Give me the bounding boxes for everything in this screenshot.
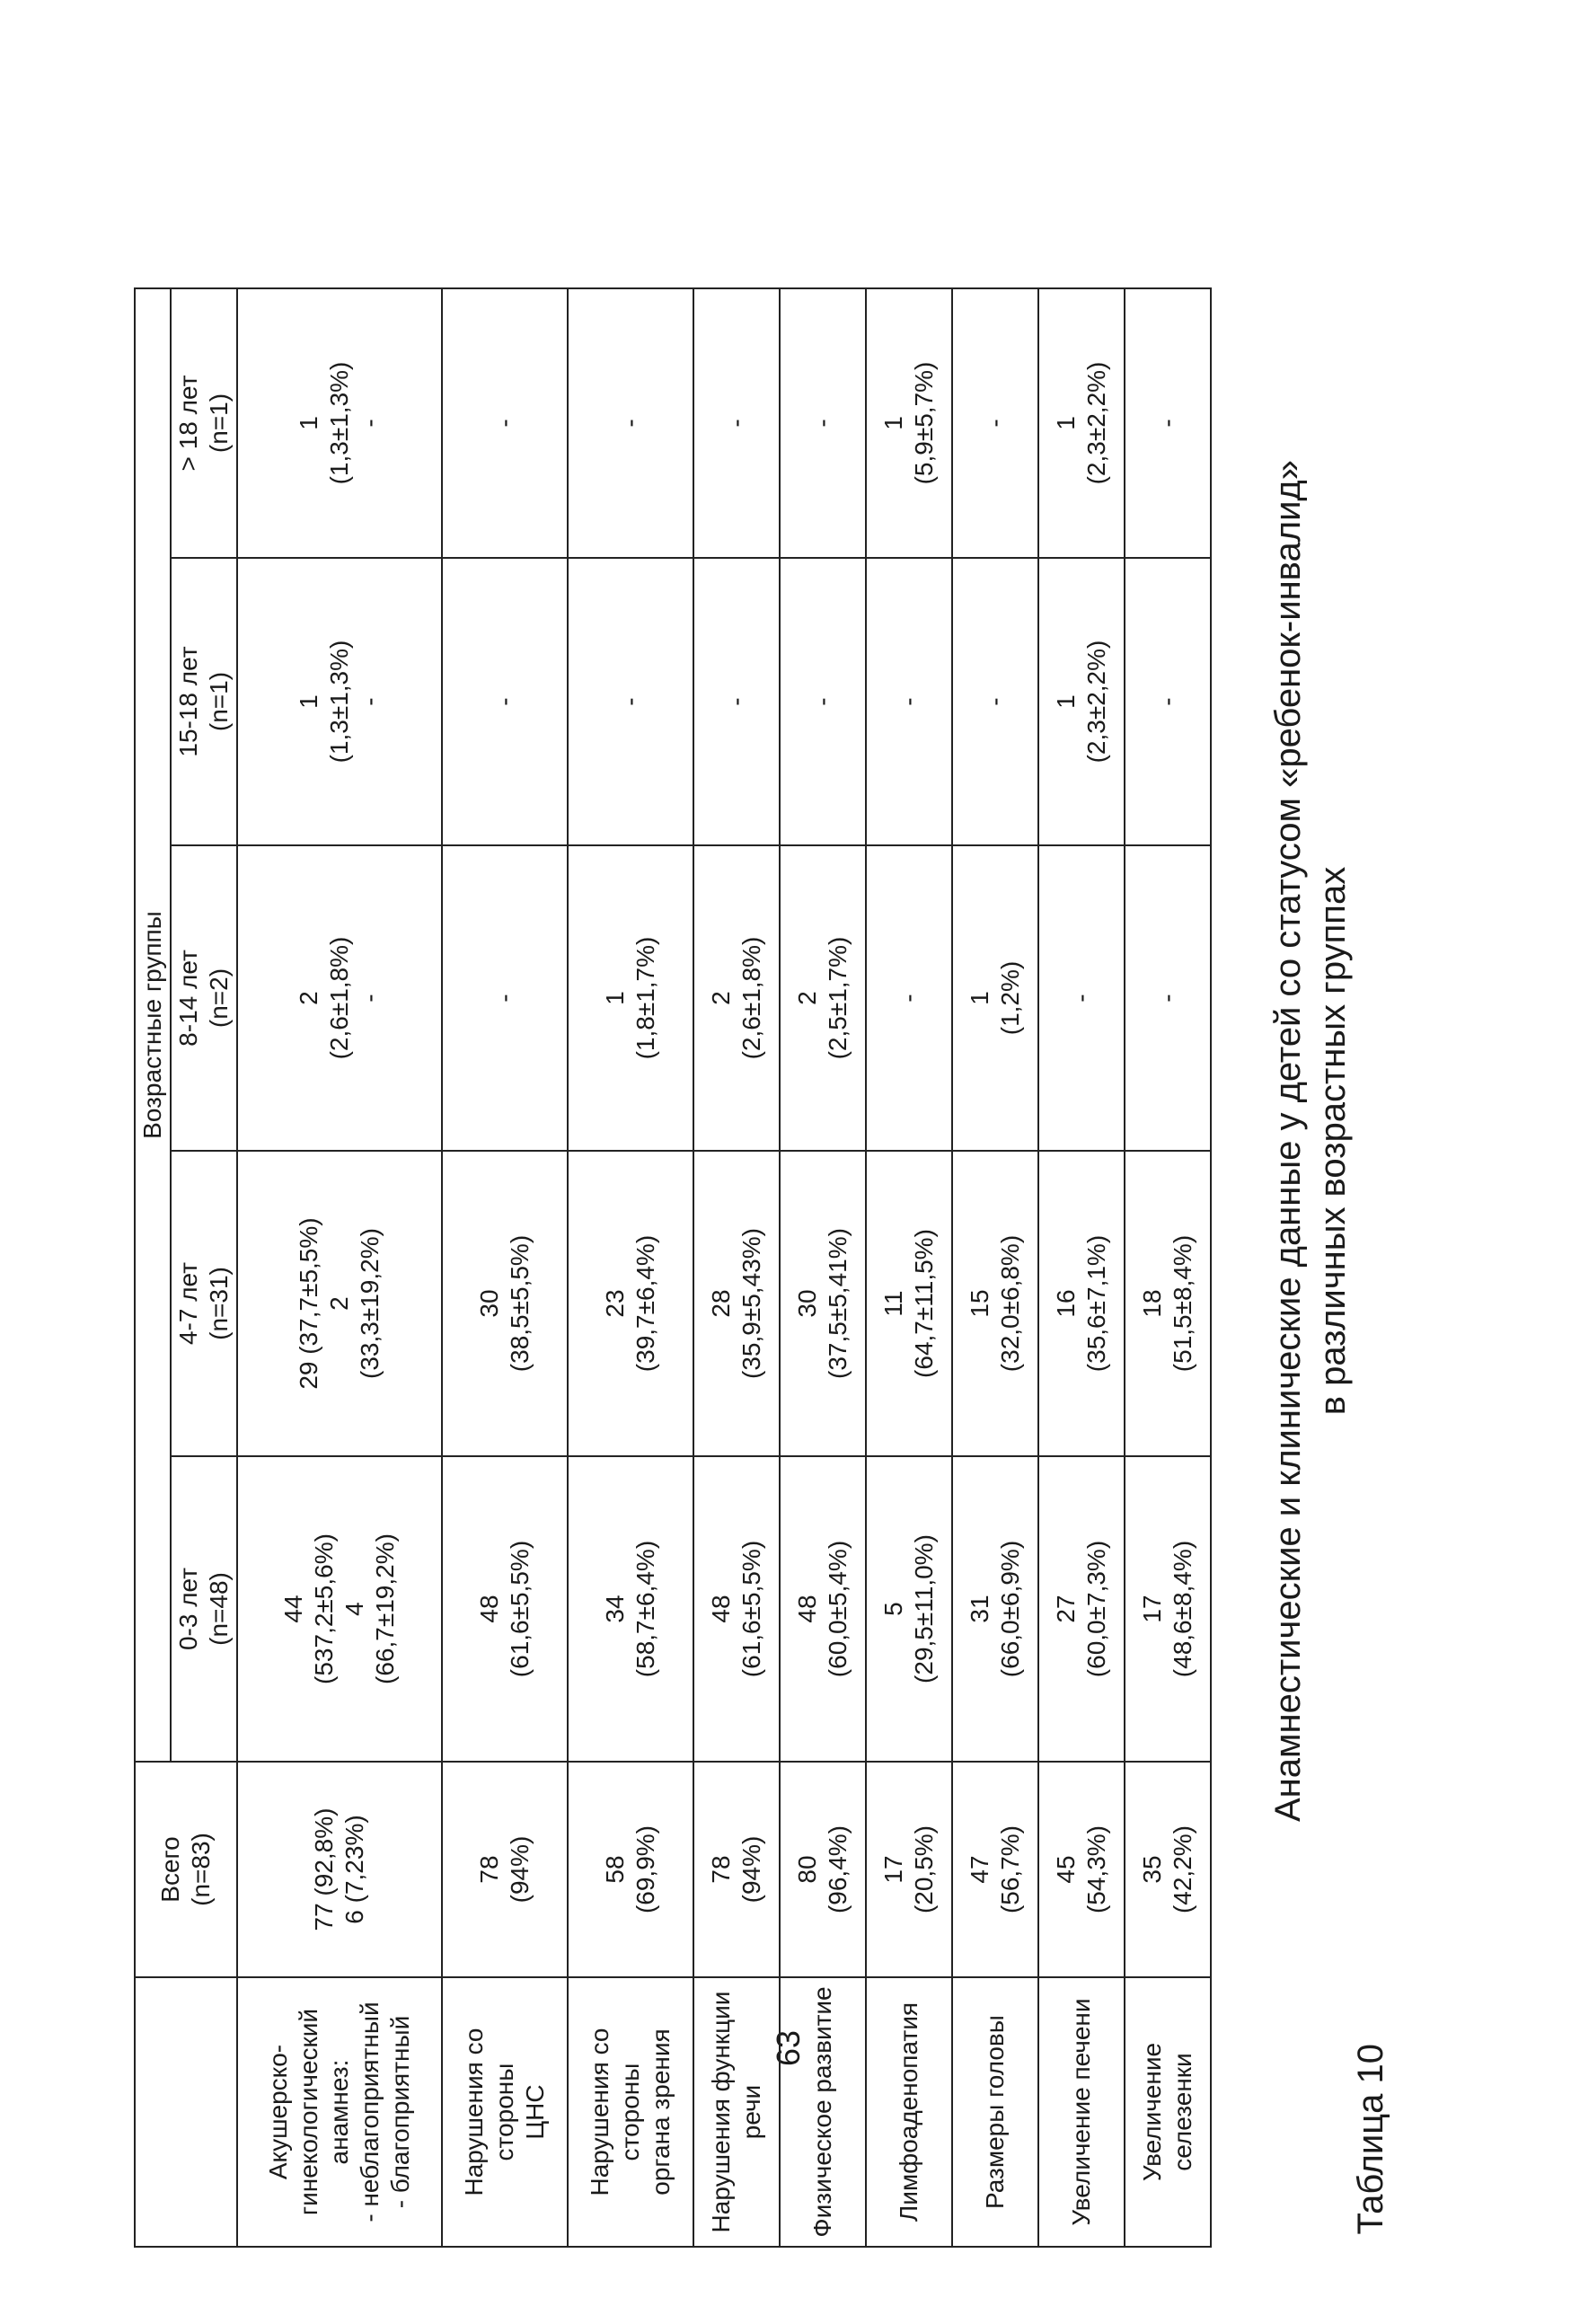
table-cell: [780, 558, 866, 845]
row-label-line: Физическое развитие: [808, 1986, 837, 2238]
cell-line: -: [808, 419, 837, 428]
cell-line: 15: [966, 1289, 994, 1318]
header-label: Всего: [156, 1836, 184, 1903]
cell-line: 1: [1051, 416, 1080, 430]
header-age-0-3: [171, 1456, 237, 1762]
cell-line: (2,6±1,8%): [325, 936, 354, 1060]
cell-line: 1: [295, 694, 323, 709]
cell-line: -: [895, 994, 923, 1003]
cell-line: 4: [340, 1602, 369, 1616]
table-cell: [237, 845, 442, 1151]
table-row: [866, 288, 952, 2247]
cell-line: 18: [1137, 1289, 1166, 1318]
cell-line: (29,5±11,0%): [910, 1534, 939, 1683]
table-cell: [237, 1762, 442, 1977]
table-cell: [442, 845, 568, 1151]
header-n: (n=2): [205, 968, 233, 1029]
row-label: [693, 1977, 780, 2247]
table-cell: [1038, 1456, 1125, 1762]
cell-line: 30: [793, 1289, 822, 1318]
cell-line: 5: [879, 1602, 908, 1616]
cell-line: 1: [1051, 694, 1080, 709]
table-cell: [237, 288, 442, 558]
cell-line: 30: [475, 1289, 504, 1318]
row-label-line: Увеличение печени: [1066, 1998, 1095, 2226]
row-label: [1125, 1977, 1211, 2247]
table-cell: [952, 1456, 1038, 1762]
table-title: [1266, 287, 1355, 1994]
table-cell: [568, 1762, 693, 1977]
cell-line: 11: [879, 1290, 908, 1317]
cell-line: (58,7±6,4%): [631, 1540, 660, 1678]
cell-line: (1,3±1,3%): [325, 640, 354, 764]
cell-line: 48: [475, 1595, 504, 1623]
cell-line: -: [616, 697, 645, 706]
table-cell: [780, 288, 866, 558]
table-cell: [442, 1762, 568, 1977]
cell-line: -: [356, 419, 384, 428]
cell-line: 28: [707, 1289, 736, 1318]
cell-line: -: [356, 994, 384, 1003]
table-row: [780, 288, 866, 2247]
table-cell: [1125, 845, 1211, 1151]
row-label-line: Нарушения со стороны: [460, 2028, 519, 2196]
cell-line: -: [1152, 697, 1181, 706]
table-cell: [693, 1762, 780, 1977]
row-label-line: - неблагоприятный: [356, 2001, 384, 2222]
cell-line: 17: [879, 1855, 908, 1884]
table-body: [237, 288, 1211, 2247]
table-cell: [1125, 1762, 1211, 1977]
cell-line: -: [490, 419, 519, 428]
table-row: [1038, 288, 1125, 2247]
table-cell: [237, 1456, 442, 1762]
cell-line: 29 (37,7±5,5%): [295, 1217, 323, 1390]
row-label: [1038, 1977, 1125, 2247]
table-cell: [693, 288, 780, 558]
cell-line: (94%): [506, 1835, 534, 1904]
table-cell: [568, 845, 693, 1151]
cell-line: -: [1152, 994, 1181, 1003]
table-cell: [780, 1151, 866, 1456]
cell-line: (537,2±5,6%): [310, 1533, 339, 1684]
header-total: [135, 1762, 237, 1977]
header-label: > 18 лет: [174, 375, 202, 472]
cell-line: (35,6±7,1%): [1081, 1234, 1110, 1373]
table-cell: [693, 558, 780, 845]
cell-line: -: [722, 697, 751, 706]
table-cell: [442, 558, 568, 845]
cell-line: 1: [601, 991, 630, 1005]
table-cell: [1038, 1151, 1125, 1456]
row-label-line: органа зрения: [647, 2028, 675, 2196]
cell-line: 48: [707, 1595, 736, 1623]
header-age-15-18: [171, 558, 237, 845]
cell-line: (2,6±1,8%): [737, 936, 766, 1060]
cell-line: 2: [707, 991, 736, 1005]
cell-line: 1: [879, 416, 908, 430]
cell-line: (42,2%): [1168, 1825, 1196, 1914]
cell-line: 16: [1051, 1289, 1080, 1318]
header-row-group: [135, 288, 171, 2247]
page-number: 63: [770, 2029, 807, 2067]
table-cell: [866, 288, 952, 558]
table-cell: [952, 845, 1038, 1151]
cell-line: 45: [1051, 1855, 1080, 1884]
cell-line: (39,7±6,4%): [631, 1234, 660, 1373]
cell-line: (38,5±5,5%): [506, 1234, 534, 1373]
header-label: 4-7 лет: [174, 1261, 202, 1346]
row-label-line: Нарушения функции речи: [707, 1991, 766, 2233]
cell-line: (2,3±2,2%): [1081, 361, 1110, 485]
table-cell: [866, 845, 952, 1151]
header-age-4-7: [171, 1151, 237, 1456]
row-label-line: Размеры головы: [981, 2015, 1010, 2209]
header-age-groups: Возрастные группы: [135, 288, 171, 1762]
table-cell: [442, 1456, 568, 1762]
cell-line: 77 (92,8%): [310, 1807, 339, 1931]
cell-line: (2,5±1,7%): [824, 936, 852, 1060]
cell-line: (1,3±1,3%): [325, 361, 354, 485]
table-cell: [568, 1456, 693, 1762]
table-cell: [1125, 1456, 1211, 1762]
cell-line: (5,9±5,7%): [910, 361, 939, 485]
cell-line: (61,6±5,5%): [737, 1540, 766, 1678]
header-n: (n=1): [205, 671, 233, 732]
cell-line: (48,6±8,4%): [1168, 1540, 1196, 1678]
cell-line: -: [895, 697, 923, 706]
data-table: [134, 287, 1212, 2248]
cell-line: (2,3±2,2%): [1081, 640, 1110, 764]
cell-line: 78: [475, 1855, 504, 1884]
row-label: [952, 1977, 1038, 2247]
row-label: [780, 1977, 866, 2247]
cell-line: (66,0±6,9%): [996, 1540, 1025, 1678]
cell-line: 35: [1137, 1855, 1166, 1884]
row-label: [866, 1977, 952, 2247]
cell-line: 80: [793, 1855, 822, 1884]
cell-line: (51,5±8,4%): [1168, 1234, 1196, 1373]
cell-line: (1,2%): [996, 960, 1025, 1036]
table-cell: [237, 1151, 442, 1456]
table-row: [952, 288, 1038, 2247]
cell-line: 1: [295, 416, 323, 430]
cell-line: 78: [707, 1855, 736, 1884]
table-cell: [568, 288, 693, 558]
cell-line: -: [981, 697, 1010, 706]
row-label: [442, 1977, 568, 2247]
table-row: [237, 288, 442, 2247]
table-title-line-2: в различных возрастных группах: [1313, 866, 1353, 1416]
cell-line: (69,9%): [631, 1825, 660, 1914]
table-cell: [1038, 845, 1125, 1151]
cell-line: 34: [601, 1595, 630, 1623]
row-label-line: Акушерско-: [264, 2044, 293, 2180]
table-cell: [1125, 558, 1211, 845]
header-n: (n=48): [205, 1572, 233, 1646]
cell-line: 17: [1137, 1595, 1166, 1623]
header-n: (n=83): [187, 1833, 215, 1906]
cell-line: 2: [793, 991, 822, 1005]
row-label: [237, 1977, 442, 2247]
cell-line: (32,0±6,8%): [996, 1234, 1025, 1373]
header-age-8-14: [171, 845, 237, 1151]
row-label-line: гинекологический анамнез:: [295, 2008, 354, 2216]
table-cell: [1038, 558, 1125, 845]
cell-line: -: [490, 697, 519, 706]
row-label-line: Увеличение селезенки: [1137, 2042, 1196, 2182]
table-cell: [1038, 288, 1125, 558]
cell-line: (60,0±7,3%): [1081, 1540, 1110, 1678]
row-label-line: Нарушения со стороны: [586, 2028, 645, 2196]
cell-line: 58: [601, 1855, 630, 1884]
cell-line: 1: [966, 991, 994, 1005]
table-cell: [780, 845, 866, 1151]
table-cell: [866, 1762, 952, 1977]
table-title-line-1: Анамнестические и клинические данные у детей со статусом «ребенок-инвалид»: [1268, 460, 1308, 1823]
cell-line: 31: [966, 1595, 994, 1623]
table-row: [1125, 288, 1211, 2247]
table-cell: [693, 1151, 780, 1456]
cell-line: 2: [295, 991, 323, 1005]
header-label: 0-3 лет: [174, 1567, 202, 1651]
row-label-line: Лимфоаденопатия: [895, 2001, 923, 2222]
table-cell: [442, 1151, 568, 1456]
header-age-over-18: [171, 288, 237, 558]
table-cell: [1125, 1151, 1211, 1456]
table-cell: [780, 1762, 866, 1977]
table-row: [442, 288, 568, 2247]
cell-line: -: [1152, 419, 1181, 428]
header-label: 8-14 лет: [174, 950, 202, 1047]
cell-line: 44: [279, 1595, 308, 1623]
table-cell: [693, 845, 780, 1151]
cell-line: -: [981, 419, 1010, 428]
header-label: 15-18 лет: [174, 646, 202, 757]
row-label-line: - благоприятный: [386, 2015, 415, 2209]
cell-line: 23: [601, 1289, 630, 1318]
cell-line: (33,3±19,2%): [356, 1228, 384, 1379]
table-cell: [442, 288, 568, 558]
row-label-line: ЦНС: [521, 2084, 550, 2140]
table-cell: [866, 1151, 952, 1456]
table-cell: [568, 558, 693, 845]
cell-line: (64,7±11,5%): [910, 1229, 939, 1378]
cell-line: (1,8±1,7%): [631, 936, 660, 1060]
table-cell: [693, 1456, 780, 1762]
table-cell: [1125, 288, 1211, 558]
cell-line: 27: [1051, 1595, 1080, 1623]
header-n: (n=1): [205, 393, 233, 454]
cell-line: (35,9±5,43%): [737, 1228, 766, 1379]
table-cell: [780, 1456, 866, 1762]
header-n: (n=31): [205, 1267, 233, 1340]
table-cell: [952, 288, 1038, 558]
table-cell: [952, 558, 1038, 845]
cell-line: -: [616, 419, 645, 428]
table-cell: [237, 558, 442, 845]
table-cell: [568, 1151, 693, 1456]
cell-line: (54,3%): [1081, 1825, 1110, 1914]
table-row: [693, 288, 780, 2247]
cell-line: (61,6±5,5%): [506, 1540, 534, 1678]
table-cell: [1038, 1762, 1125, 1977]
table-cell: [866, 558, 952, 845]
header-empty-cell: [135, 1977, 237, 2247]
cell-line: (60,0±5,4%): [824, 1540, 852, 1678]
cell-line: -: [808, 697, 837, 706]
cell-line: (94%): [737, 1835, 766, 1904]
row-label: [568, 1977, 693, 2247]
cell-line: (56,7%): [996, 1825, 1025, 1914]
table-label: Таблица 10: [1351, 2043, 1390, 2234]
cell-line: (37,5±5,41%): [824, 1228, 852, 1379]
table-cell: [952, 1151, 1038, 1456]
cell-line: 6 (7,23%): [340, 1815, 369, 1924]
cell-line: (66,7±19,2%): [371, 1533, 400, 1684]
cell-line: -: [490, 994, 519, 1003]
cell-line: -: [356, 697, 384, 706]
cell-line: -: [722, 419, 751, 428]
cell-line: 47: [966, 1855, 994, 1884]
table-cell: [952, 1762, 1038, 1977]
cell-line: (96,4%): [824, 1825, 852, 1914]
cell-line: -: [1066, 994, 1095, 1003]
table-row: [568, 288, 693, 2247]
table-cell: [866, 1456, 952, 1762]
cell-line: 48: [793, 1595, 822, 1623]
cell-line: (20,5%): [910, 1825, 939, 1914]
cell-line: 2: [325, 1296, 354, 1311]
